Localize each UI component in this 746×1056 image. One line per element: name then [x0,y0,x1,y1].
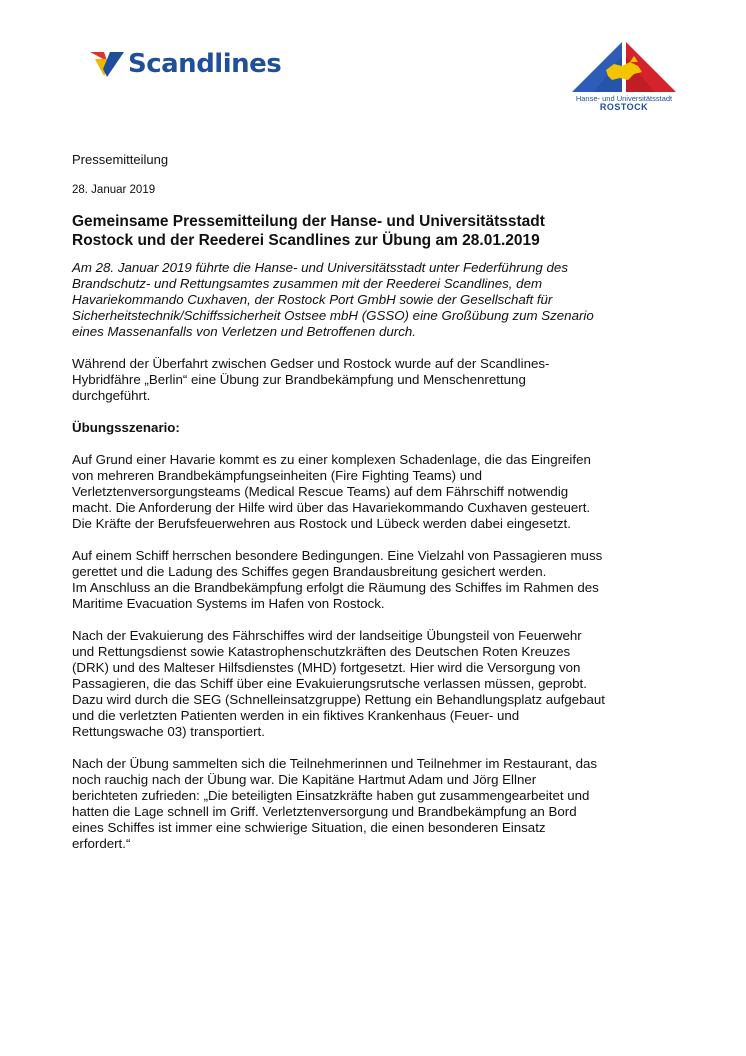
rostock-logo [560,40,688,113]
text-line: macht. Die Anforderung der Hilfe wird über das Havariekommando Cuxhaven gesteuert. [72,500,591,515]
text-line: von mehreren Brandbekämpfungseinheiten (Fire Fighting Teams) und [72,468,482,483]
paragraph-ship-conditions [72,548,672,612]
brand-name: Scandlines [128,49,282,79]
text-line: Dazu wird durch die SEG (Schnelleinsatzgruppe) Rettung ein Behandlungsplatz aufgebaut [72,692,605,707]
text-line: Auf Grund einer Havarie kommt es zu einer komplexen Schadenlage, die das Eingreifen [72,452,591,467]
text-line: Maritime Evacuation Systems im Hafen von Rostock. [72,596,385,611]
headline-line: Gemeinsame Pressemitteilung der Hanse- und Universitätsstadt [72,213,545,230]
text-line: gerettet und die Ladung des Schiffes gegen Brandausbreitung gesichert werden. [72,564,547,579]
text-line: Brandschutz- und Rettungsamtes zusammen mit der Reederei Scandlines, dem [72,276,543,291]
paragraph-scenario [72,452,672,532]
section-heading: Übungsszenario: [72,420,180,435]
text-line: Im Anschluss an die Brandbekämpfung erfolgt die Räumung des Schiffes im Rahmen des [72,580,599,595]
text-line: eines Massenanfalls von Verletzen und Betroffenen durch. [72,324,416,339]
text-line: und Rettungsdienst sowie Katastrophenschutzkräften des Deutschen Roten Kreuzes [72,644,571,659]
text-line: Verletztenversorgungsteams (Medical Rescue Teams) auf dem Fährschiff notwendig [72,484,569,499]
text-line: Am 28. Januar 2019 führte die Hanse- und Universitätsstadt unter Federführung des [72,260,568,275]
text-line: Hybridfähre „Berlin“ eine Übung zur Brandbekämpfung und Menschenrettung [72,372,526,387]
lead-paragraph [72,260,672,340]
text-line: noch rauchig nach der Übung war. Die Kapitäne Hartmut Adam und Jörg Ellner [72,772,537,787]
text-line: Die Kräfte der Berufsfeuerwehren aus Rostock und Lübeck werden dabei eingesetzt. [72,516,571,531]
text-line: Passagieren, die das Schiff über eine Evakuierungsrutsche verlassen müssen, geprobt. [72,676,587,691]
paragraph-evacuation [72,628,672,740]
text-line: durchgeführt. [72,388,151,403]
text-line: hatten die Lage schnell im Griff. Verletztenversorgung und Brandbekämpfung an Bord [72,804,577,819]
text-line: und die verletzten Patienten werden in ein fiktives Krankenhaus (Feuer- und [72,708,520,723]
scandlines-logo [90,44,281,84]
rostock-emblem-icon [564,40,684,94]
text-line: berichteten zufrieden: „Die beteiligten Einsatzkräfte haben gut zusammengearbeitet und [72,788,590,803]
city-logo-line2: ROSTOCK [599,102,649,113]
document-type: Pressemitteilung [72,152,169,167]
paragraph-crossing [72,356,672,404]
document-date: 28. Januar 2019 [72,184,156,196]
text-line: eines Schiffes ist immer eine schwierige Situation, die einen besonderen Einsatz [72,820,546,835]
text-line: Nach der Übung sammelten sich die Teilnehmerinnen und Teilnehmer im Restaurant, das [72,756,598,771]
text-line: Während der Überfahrt zwischen Gedser und Rostock wurde auf der Scandlines- [72,356,550,371]
text-line: Nach der Evakuierung des Fährschiffes wird der landseitige Übungsteil von Feuerwehr [72,628,582,643]
text-line: Havariekommando Cuxhaven, der Rostock Port GmbH sowie der Gesellschaft für [72,292,553,307]
text-line: Auf einem Schiff herrschen besondere Bedingungen. Eine Vielzahl von Passagieren muss [72,548,603,563]
headline-line: Rostock und der Reederei Scandlines zur Übung am 28.01.2019 [72,232,540,249]
text-line: (DRK) und des Malteser Hilfsdienstes (MHD) fortgesetzt. Hier wird die Versorgung von [72,660,581,675]
text-line: erfordert.“ [72,836,131,851]
text-line: Sicherheitstechnik/Schiffssicherheit Ostsee mbH (GSSO) eine Großübung zum Szenario [72,308,594,323]
scandlines-mark-icon [90,50,124,78]
paragraph-conclusion [72,756,672,852]
city-logo-line1: Hanse- und Universitätsstadt [575,94,673,103]
text-line: Rettungswache 03) transportiert. [72,724,265,739]
headline [72,212,672,250]
document-body [72,152,672,868]
